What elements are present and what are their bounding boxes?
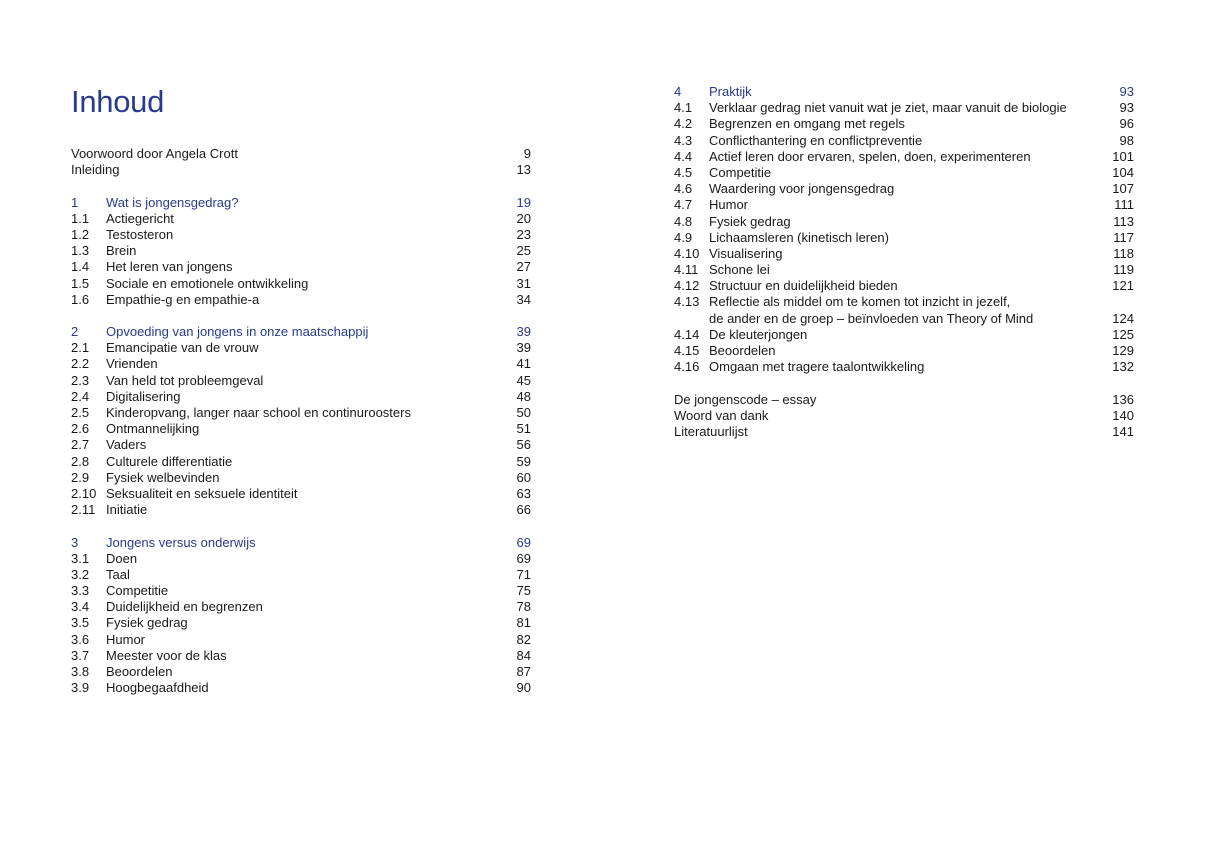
toc-spacer	[71, 178, 531, 194]
toc-entry-row[interactable]	[71, 356, 531, 372]
page-title: Inhoud	[71, 84, 165, 119]
toc-entry-title: Vaders	[106, 437, 147, 453]
toc-entry-title: Humor	[709, 197, 749, 213]
toc-entry-number: 3.6	[71, 631, 90, 647]
toc-entry-title: Begrenzen en omgang met regels	[709, 116, 905, 132]
toc-entry-title: Competitie	[106, 583, 169, 599]
toc-entry-row[interactable]	[71, 437, 531, 453]
toc-entry-number: 2.11	[71, 502, 96, 518]
toc-entry-number: 2.5	[71, 405, 90, 420]
toc-entry-title: Inleiding	[71, 162, 120, 178]
toc-page-number: 93	[1119, 100, 1134, 116]
toc-page-number: 75	[516, 583, 531, 599]
toc-entry-title: Fysiek gedrag	[106, 615, 188, 631]
toc-entry-number: 2.2	[71, 356, 90, 372]
toc-page-number: 56	[516, 437, 531, 453]
toc-entry-number: 1.3	[71, 243, 90, 259]
toc-entry-row[interactable]	[71, 292, 531, 308]
toc-page-number: 63	[516, 485, 531, 501]
toc-entry-row[interactable]	[674, 181, 1134, 197]
toc-entry-title: Voorwoord door Angela Crott	[71, 146, 238, 161]
toc-entry-title: Initiatie	[106, 502, 148, 518]
toc-entry-row[interactable]	[71, 243, 531, 259]
toc-entry-row[interactable]	[71, 421, 531, 437]
toc-page-number: 31	[516, 275, 531, 291]
toc-page-number: 59	[516, 453, 531, 469]
toc-entry-row[interactable]	[674, 262, 1134, 278]
toc-entry-title: Reflectie als middel om te komen tot inzicht in jezelf,	[709, 294, 1011, 310]
toc-entry-number: 3.7	[71, 647, 90, 663]
toc-entry-number: 1.6	[71, 291, 90, 307]
toc-page-number: 20	[516, 210, 531, 226]
toc-entry-title: De jongenscode – essay	[674, 391, 817, 407]
toc-entry-number: 3.8	[71, 664, 90, 679]
toc-page-number: 96	[1119, 116, 1134, 132]
toc-page-number: 129	[1112, 343, 1134, 358]
toc-entry-row[interactable]	[71, 664, 531, 680]
toc-page-number: 69	[516, 550, 531, 566]
toc-entry-row[interactable]	[71, 276, 531, 292]
toc-entry-row[interactable]	[674, 246, 1134, 262]
toc-entry-row[interactable]	[71, 211, 531, 227]
toc-entry-number: 4.3	[674, 132, 693, 148]
toc-chapter-row[interactable]	[71, 195, 531, 211]
toc-page-number: 66	[516, 502, 531, 518]
toc-chapter-row[interactable]	[71, 535, 531, 551]
toc-page-number: 39	[516, 340, 531, 356]
toc-chapter-row[interactable]	[71, 324, 531, 340]
toc-entry-row[interactable]	[674, 424, 1134, 440]
toc-entry-row[interactable]	[71, 583, 531, 599]
toc-entry-row[interactable]	[71, 486, 531, 502]
toc-entry-title: Actief leren door ervaren, spelen, doen, experimenteren	[709, 148, 1031, 164]
toc-page-number: 98	[1119, 132, 1134, 148]
toc-page-number: 117	[1113, 229, 1134, 245]
toc-entry-row[interactable]	[71, 615, 531, 631]
toc-entry-row[interactable]	[674, 343, 1134, 359]
toc-entry-title: Omgaan met tragere taalontwikkeling	[709, 359, 925, 375]
toc-entry-row[interactable]	[674, 294, 1134, 310]
toc-page-number: 107	[1112, 181, 1134, 197]
toc-page-number: 104	[1112, 164, 1134, 180]
toc-entry-row[interactable]	[674, 230, 1134, 246]
toc-entry-title: Literatuurlijst	[674, 423, 748, 439]
toc-entry-row[interactable]	[674, 100, 1134, 116]
toc-entry-title: Visualisering	[709, 245, 783, 261]
toc-entry-number: 3.1	[71, 550, 90, 566]
toc-entry-title: Woord van dank	[674, 407, 769, 423]
toc-entry-row[interactable]	[71, 632, 531, 648]
toc-entry-number: 4.12	[674, 278, 700, 294]
toc-page-number: 23	[516, 226, 531, 242]
toc-entry-number: 3	[71, 534, 79, 550]
toc-page-number: 87	[516, 664, 531, 679]
toc-entry-title: Culturele differentiatie	[106, 453, 233, 469]
toc-entry-title: Sociale en emotionele ontwikkeling	[106, 275, 309, 291]
toc-entry-number: 1	[71, 194, 79, 210]
toc-entry-title: Ontmannelijking	[106, 421, 200, 437]
toc-spacer	[71, 518, 531, 534]
toc-entry-row[interactable]	[71, 389, 531, 405]
toc-page-number: 81	[516, 615, 531, 631]
toc-entry-number: 4	[674, 84, 682, 99]
toc-entry-number: 3.9	[71, 680, 90, 696]
toc-entry-title: Opvoeding van jongens in onze maatschappij	[106, 324, 369, 340]
toc-entry-number: 3.2	[71, 566, 90, 582]
toc-entry-title: Brein	[106, 243, 137, 259]
toc-entry-row[interactable]	[71, 648, 531, 664]
toc-entry-row[interactable]	[674, 165, 1134, 181]
toc-entry-number: 4.16	[674, 359, 700, 375]
toc-entry-number: 2.6	[71, 421, 90, 437]
toc-entry-number: 1.5	[71, 275, 90, 291]
toc-entry-number: 2.3	[71, 372, 90, 388]
toc-entry-number: 3.4	[71, 599, 90, 615]
toc-entry-row[interactable]	[674, 311, 1134, 327]
toc-entry-title: Empathie-g en empathie-a	[106, 291, 260, 307]
toc-entry-number: 3.5	[71, 615, 90, 631]
toc-page-number: 39	[516, 324, 531, 340]
toc-page-number: 118	[1113, 245, 1134, 261]
toc-page-number: 19	[516, 194, 531, 210]
toc-entry-title: Vrienden	[106, 356, 158, 372]
toc-page-number: 121	[1112, 278, 1134, 294]
toc-entry-title: Wat is jongensgedrag?	[106, 194, 239, 210]
toc-page-number: 71	[516, 566, 531, 582]
toc-entry-number: 2.4	[71, 388, 90, 404]
toc-entry-title: Schone lei	[709, 262, 770, 278]
toc-page-number: 113	[1113, 213, 1134, 229]
toc-entry-row[interactable]	[674, 197, 1134, 213]
toc-entry-title: Competitie	[709, 164, 772, 180]
toc-entry-row[interactable]	[674, 149, 1134, 165]
toc-spacer	[674, 375, 1134, 391]
toc-entry-number: 4.13	[674, 294, 700, 310]
toc-entry-row[interactable]	[71, 502, 531, 518]
toc-page-number: 9	[523, 146, 531, 161]
toc-entry-number: 2.8	[71, 453, 90, 469]
toc-entry-row[interactable]	[71, 405, 531, 421]
toc-page-number: 60	[516, 469, 531, 485]
toc-entry-row[interactable]	[71, 227, 531, 243]
toc-entry-number: 4.4	[674, 148, 693, 164]
toc-entry-row[interactable]	[71, 373, 531, 389]
toc-entry-title: De kleuterjongen	[709, 326, 808, 342]
toc-entry-title: Van held tot probleemgeval	[106, 372, 264, 388]
toc-page-number: 132	[1112, 359, 1134, 375]
toc-page-number: 125	[1112, 326, 1134, 342]
toc-entry-number: 4.7	[674, 197, 693, 213]
toc-entry-row[interactable]	[71, 454, 531, 470]
toc-entry-title: Lichaamsleren (kinetisch leren)	[709, 229, 889, 245]
toc-entry-title: Meester voor de klas	[106, 647, 227, 663]
toc-page-number: 90	[516, 680, 531, 696]
toc-entry-row[interactable]	[674, 392, 1134, 408]
toc-entry-row[interactable]	[71, 567, 531, 583]
toc-entry-row[interactable]	[71, 470, 531, 486]
toc-page-number: 50	[516, 405, 531, 420]
toc-entry-title: Fysiek gedrag	[709, 213, 791, 229]
toc-page-number: 124	[1112, 310, 1134, 326]
toc-entry-title: de ander en de groep – beïnvloeden van Theory of Mind	[709, 310, 1034, 326]
toc-entry-title: Praktijk	[709, 84, 752, 99]
toc-page-number: 101	[1112, 148, 1134, 164]
toc-page-number: 27	[516, 259, 531, 275]
toc-entry-number: 4.1	[674, 100, 693, 116]
toc-page-number: 41	[516, 356, 531, 372]
toc-entry-title: Structuur en duidelijkheid bieden	[709, 278, 898, 294]
toc-page-number: 25	[516, 243, 531, 259]
toc-page-number: 13	[516, 162, 531, 178]
toc-entry-number: 2.10	[71, 485, 97, 501]
toc-page-number: 45	[516, 372, 531, 388]
toc-entry-number: 3.3	[71, 583, 90, 599]
toc-entry-row[interactable]	[71, 680, 531, 696]
toc-entry-title: Waardering voor jongensgedrag	[709, 181, 895, 197]
toc-page-number: 140	[1112, 407, 1134, 423]
toc-entry-row[interactable]	[674, 133, 1134, 149]
toc-entry-row[interactable]	[71, 551, 531, 567]
toc-entry-row[interactable]	[71, 259, 531, 275]
toc-entry-row[interactable]	[674, 327, 1134, 343]
toc-entry-number: 4.5	[674, 164, 693, 180]
toc-entry-number: 2.9	[71, 469, 90, 485]
toc-entry-number: 1.1	[71, 210, 90, 226]
toc-entry-number: 4.6	[674, 181, 693, 197]
toc-entry-title: Het leren van jongens	[106, 259, 233, 275]
toc-entry-title: Verklaar gedrag niet vanuit wat je ziet, maar vanuit de biologie	[709, 100, 1067, 116]
toc-page-number: 51	[516, 421, 531, 437]
toc-entry-title: Beoordelen	[709, 343, 776, 358]
toc-page-number: 48	[516, 388, 531, 404]
toc-entry-number: 2	[71, 324, 79, 340]
toc-entry-title: Hoogbegaafdheid	[106, 680, 209, 696]
toc-entry-number: 4.11	[674, 262, 699, 278]
toc-entry-row[interactable]	[71, 146, 531, 162]
toc-entry-number: 1.2	[71, 226, 90, 242]
toc-entry-title: Emancipatie van de vrouw	[106, 340, 259, 356]
toc-entry-title: Taal	[106, 566, 130, 582]
toc-page-number: 141	[1112, 423, 1134, 439]
toc-chapter-row[interactable]	[674, 84, 1134, 100]
toc-entry-number: 4.9	[674, 229, 693, 245]
toc-page-number: 69	[516, 534, 531, 550]
toc-page-number: 78	[516, 599, 531, 615]
toc-entry-title: Seksualiteit en seksuele identiteit	[106, 485, 298, 501]
toc-entry-row[interactable]	[674, 278, 1134, 294]
toc-page-number: 34	[516, 291, 531, 307]
toc-entry-row[interactable]	[674, 408, 1134, 424]
toc-entry-number: 4.14	[674, 326, 700, 342]
toc-entry-number: 4.2	[674, 116, 693, 132]
toc-page-number: 111	[1114, 197, 1134, 213]
toc-entry-number: 4.8	[674, 213, 693, 229]
toc-column-right	[674, 84, 1134, 440]
toc-entry-title: Digitalisering	[106, 388, 181, 404]
toc-entry-number: 4.10	[674, 245, 700, 261]
toc-page-number: 84	[516, 647, 531, 663]
toc-entry-title: Actiegericht	[106, 210, 174, 226]
toc-entry-title: Fysiek welbevinden	[106, 469, 220, 485]
toc-entry-row[interactable]	[71, 340, 531, 356]
toc-entry-row[interactable]	[674, 359, 1134, 375]
toc-entry-title: Beoordelen	[106, 664, 173, 679]
toc-page-number: 82	[516, 631, 531, 647]
toc-column-left	[71, 146, 531, 696]
toc-entry-title: Doen	[106, 550, 138, 566]
toc-entry-title: Conflicthantering en conflictpreventie	[709, 132, 923, 148]
toc-entry-title: Jongens versus onderwijs	[106, 534, 256, 550]
toc-entry-title: Duidelijkheid en begrenzen	[106, 599, 263, 615]
toc-page-number: 119	[1113, 262, 1134, 278]
toc-entry-title: Testosteron	[106, 226, 174, 242]
toc-entry-row[interactable]	[71, 599, 531, 615]
toc-entry-row[interactable]	[674, 214, 1134, 230]
toc-entry-number: 4.15	[674, 343, 700, 358]
toc-entry-title: Humor	[106, 631, 146, 647]
toc-spacer	[71, 308, 531, 324]
toc-entry-row[interactable]	[71, 162, 531, 178]
toc-entry-number: 1.4	[71, 259, 90, 275]
toc-entry-number: 2.1	[71, 340, 90, 356]
toc-entry-number: 2.7	[71, 437, 90, 453]
toc-entry-title: Kinderopvang, langer naar school en continuroosters	[106, 405, 411, 420]
toc-page-number: 136	[1112, 391, 1134, 407]
toc-entry-row[interactable]	[674, 116, 1134, 132]
toc-page-number: 93	[1119, 84, 1134, 99]
